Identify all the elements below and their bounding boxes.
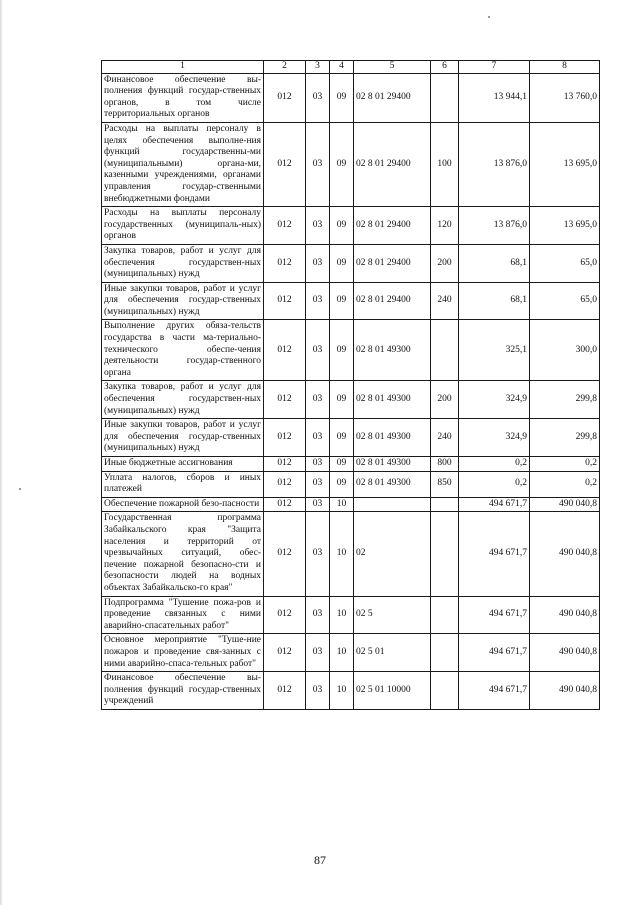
- subsection-code: 09: [330, 320, 354, 381]
- scan-edge-shadow: [0, 0, 3, 905]
- section-code: 03: [306, 320, 330, 381]
- section-code: 03: [306, 672, 330, 710]
- ministry-code: 012: [264, 73, 306, 122]
- amount-year-1: 68,1: [459, 244, 530, 282]
- expense-type-code: [431, 672, 459, 710]
- column-header: 5: [354, 61, 431, 74]
- expense-type-code: 240: [431, 282, 459, 320]
- column-header: 1: [102, 61, 264, 74]
- subsection-code: 09: [330, 207, 354, 245]
- expense-type-code: 240: [431, 419, 459, 457]
- subsection-code: 10: [330, 672, 354, 710]
- item-name: Финансовое обеспечение вы-полнения функций государ-ственных учреждений: [102, 672, 264, 710]
- target-article-code: 02 8 01 49300: [354, 381, 431, 419]
- amount-year-1: 0,2: [459, 457, 530, 472]
- ministry-code: 012: [264, 207, 306, 245]
- item-name: Подпрограмма "Тушение пожа-ров и проведение связанных с ними аварийно-спасательных работ": [102, 596, 264, 634]
- table-row: [102, 457, 600, 472]
- expense-type-code: [431, 320, 459, 381]
- expense-type-code: 120: [431, 207, 459, 245]
- section-code: 03: [306, 596, 330, 634]
- subsection-code: 09: [330, 244, 354, 282]
- target-article-code: [354, 497, 431, 512]
- item-name: Основное мероприятие "Туше-ние пожаров и проведение свя-занных с ними аварийно-спаса-тельных работ": [102, 634, 264, 672]
- amount-year-2: 13 695,0: [530, 207, 600, 245]
- amount-year-2: 13 695,0: [530, 122, 600, 206]
- subsection-code: 10: [330, 512, 354, 596]
- amount-year-2: 13 760,0: [530, 73, 600, 122]
- section-code: 03: [306, 122, 330, 206]
- ministry-code: 012: [264, 672, 306, 710]
- target-article-code: 02 8 01 49300: [354, 471, 431, 497]
- column-header: 4: [330, 61, 354, 74]
- subsection-code: 09: [330, 419, 354, 457]
- target-article-code: 02 8 01 29400: [354, 73, 431, 122]
- table-row: [102, 512, 600, 596]
- item-name: Иные закупки товаров, работ и услуг для обеспечения государ-ственных (муниципальных) нужд: [102, 419, 264, 457]
- expense-type-code: 200: [431, 244, 459, 282]
- expense-type-code: [431, 73, 459, 122]
- target-article-code: 02: [354, 512, 431, 596]
- table-row: [102, 471, 600, 497]
- table-row: [102, 122, 600, 206]
- expense-type-code: 850: [431, 471, 459, 497]
- target-article-code: 02 5 01 10000: [354, 672, 431, 710]
- item-name: Обеспечение пожарной безо-пасности: [102, 497, 264, 512]
- expense-type-code: [431, 596, 459, 634]
- scan-speck: [19, 488, 21, 490]
- item-name: Закупка товаров, работ и услуг для обеспечения государствен-ных (муниципальных) нужд: [102, 244, 264, 282]
- amount-year-2: 0,2: [530, 471, 600, 497]
- amount-year-1: 68,1: [459, 282, 530, 320]
- section-code: 03: [306, 244, 330, 282]
- amount-year-2: 490 040,8: [530, 634, 600, 672]
- amount-year-2: 65,0: [530, 244, 600, 282]
- table-row: [102, 73, 600, 122]
- ministry-code: 012: [264, 282, 306, 320]
- table-row: [102, 320, 600, 381]
- subsection-code: 10: [330, 596, 354, 634]
- ministry-code: 012: [264, 320, 306, 381]
- amount-year-1: 0,2: [459, 471, 530, 497]
- section-code: 03: [306, 419, 330, 457]
- expense-type-code: [431, 512, 459, 596]
- table-row: [102, 497, 600, 512]
- item-name: Закупка товаров, работ и услуг для обеспечения государствен-ных (муниципальных) нужд: [102, 381, 264, 419]
- subsection-code: 09: [330, 122, 354, 206]
- amount-year-1: 13 876,0: [459, 207, 530, 245]
- target-article-code: 02 8 01 49300: [354, 320, 431, 381]
- amount-year-2: 490 040,8: [530, 672, 600, 710]
- target-article-code: 02 8 01 49300: [354, 419, 431, 457]
- item-name: Финансовое обеспечение вы-полнения функций государ-ственных органов, в том числе территориальных органов: [102, 73, 264, 122]
- target-article-code: 02 8 01 29400: [354, 282, 431, 320]
- item-name: Расходы на выплаты персоналу государственных (муниципаль-ных) органов: [102, 207, 264, 245]
- ministry-code: 012: [264, 512, 306, 596]
- amount-year-1: 13 876,0: [459, 122, 530, 206]
- item-name: Иные бюджетные ассигнования: [102, 457, 264, 472]
- subsection-code: 09: [330, 381, 354, 419]
- column-header: 6: [431, 61, 459, 74]
- section-code: 03: [306, 457, 330, 472]
- column-header: 8: [530, 61, 600, 74]
- section-code: 03: [306, 207, 330, 245]
- expense-type-code: 800: [431, 457, 459, 472]
- item-name: Выполнение других обяза-тельств государства в части ма-териально-технического обеспе-чения деятельности государ-ственного органа: [102, 320, 264, 381]
- column-header: 3: [306, 61, 330, 74]
- ministry-code: 012: [264, 596, 306, 634]
- section-code: 03: [306, 381, 330, 419]
- target-article-code: 02 8 01 29400: [354, 122, 431, 206]
- item-name: Уплата налогов, сборов и иных платежей: [102, 471, 264, 497]
- subsection-code: 09: [330, 471, 354, 497]
- ministry-code: 012: [264, 381, 306, 419]
- section-code: 03: [306, 282, 330, 320]
- table-row: [102, 672, 600, 710]
- amount-year-1: 494 671,7: [459, 672, 530, 710]
- amount-year-1: 494 671,7: [459, 512, 530, 596]
- page-number: 87: [314, 853, 326, 867]
- ministry-code: 012: [264, 634, 306, 672]
- target-article-code: 02 8 01 29400: [354, 244, 431, 282]
- table-header-row: [102, 61, 600, 74]
- amount-year-1: 324,9: [459, 381, 530, 419]
- expense-type-code: 200: [431, 381, 459, 419]
- item-name: Государственная программа Забайкальского края "Защита населения и территорий от чрезвычайных ситуаций, обес-печение пожарной безопасно-сти и безопасности людей на водных объектах Забайкальско-го края": [102, 512, 264, 596]
- amount-year-1: 324,9: [459, 419, 530, 457]
- expense-type-code: [431, 497, 459, 512]
- amount-year-1: 494 671,7: [459, 596, 530, 634]
- amount-year-2: 490 040,8: [530, 596, 600, 634]
- table-body: [102, 73, 600, 709]
- amount-year-2: 65,0: [530, 282, 600, 320]
- target-article-code: 02 5 01: [354, 634, 431, 672]
- expense-type-code: [431, 634, 459, 672]
- scan-speck: [488, 16, 490, 18]
- ministry-code: 012: [264, 471, 306, 497]
- ministry-code: 012: [264, 244, 306, 282]
- column-header: 2: [264, 61, 306, 74]
- table-row: [102, 419, 600, 457]
- budget-table: [101, 60, 600, 710]
- subsection-code: 09: [330, 73, 354, 122]
- table-row: [102, 596, 600, 634]
- amount-year-2: 490 040,8: [530, 497, 600, 512]
- target-article-code: 02 8 01 29400: [354, 207, 431, 245]
- expense-type-code: 100: [431, 122, 459, 206]
- section-code: 03: [306, 634, 330, 672]
- column-header: 7: [459, 61, 530, 74]
- item-name: Расходы на выплаты персоналу в целях обеспечения выполне-ния функций государственны-ми (муниципальными) органа-ми, казенными учреждениями, органами управления государ-ственными внебюджетными фондами: [102, 122, 264, 206]
- amount-year-2: 0,2: [530, 457, 600, 472]
- amount-year-1: 494 671,7: [459, 497, 530, 512]
- subsection-code: 10: [330, 497, 354, 512]
- ministry-code: 012: [264, 419, 306, 457]
- section-code: 03: [306, 73, 330, 122]
- target-article-code: 02 8 01 49300: [354, 457, 431, 472]
- table-row: [102, 244, 600, 282]
- item-name: Иные закупки товаров, работ и услуг для обеспечения государ-ственных (муниципальных) нужд: [102, 282, 264, 320]
- table-row: [102, 282, 600, 320]
- amount-year-2: 299,8: [530, 381, 600, 419]
- amount-year-2: 299,8: [530, 419, 600, 457]
- amount-year-1: 494 671,7: [459, 634, 530, 672]
- amount-year-1: 13 944,1: [459, 73, 530, 122]
- table-row: [102, 207, 600, 245]
- target-article-code: 02 5: [354, 596, 431, 634]
- subsection-code: 09: [330, 457, 354, 472]
- table-row: [102, 381, 600, 419]
- section-code: 03: [306, 512, 330, 596]
- amount-year-2: 300,0: [530, 320, 600, 381]
- ministry-code: 012: [264, 457, 306, 472]
- amount-year-2: 490 040,8: [530, 512, 600, 596]
- ministry-code: 012: [264, 497, 306, 512]
- table-row: [102, 634, 600, 672]
- section-code: 03: [306, 471, 330, 497]
- subsection-code: 09: [330, 282, 354, 320]
- ministry-code: 012: [264, 122, 306, 206]
- amount-year-1: 325,1: [459, 320, 530, 381]
- section-code: 03: [306, 497, 330, 512]
- subsection-code: 10: [330, 634, 354, 672]
